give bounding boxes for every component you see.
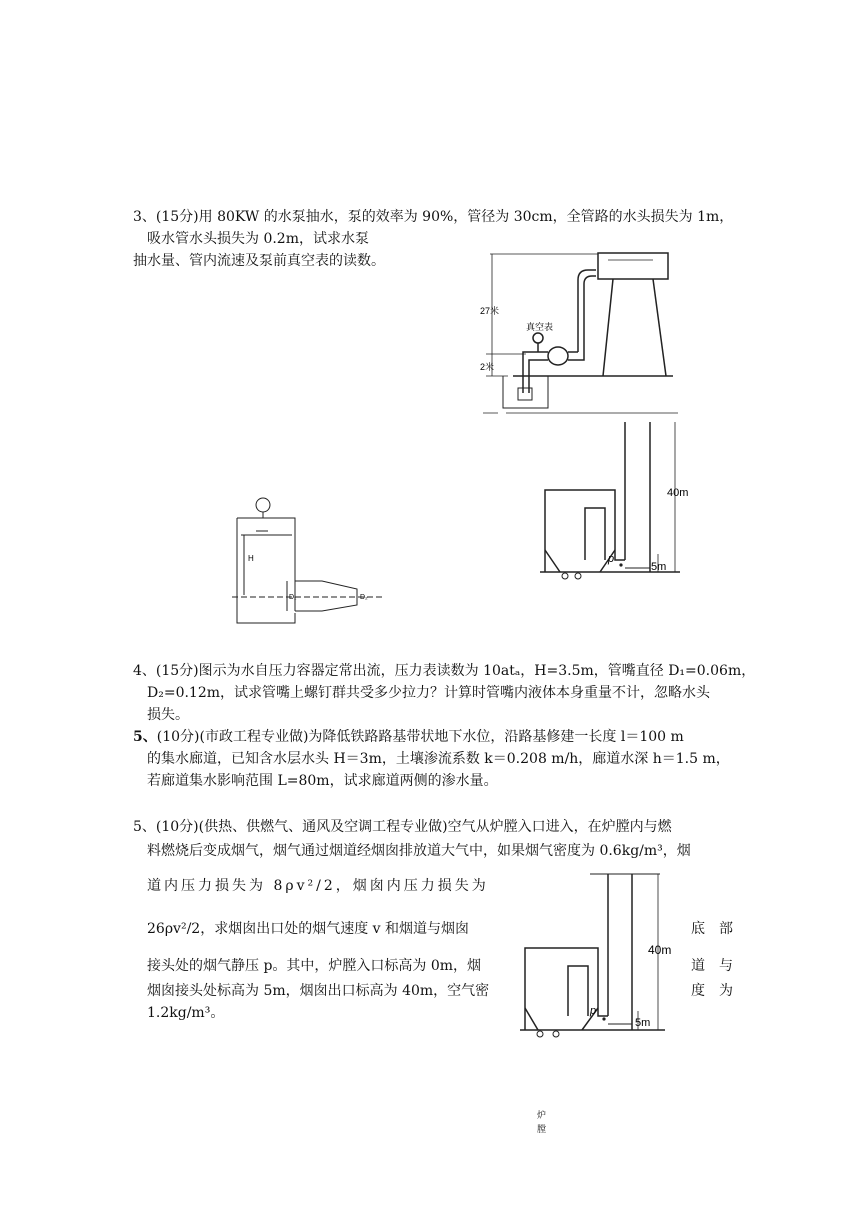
q3-line2: 吸水管水头损失为 0.2m，试求水泵 <box>147 231 369 247</box>
container-D1-label: D₁ <box>289 594 297 601</box>
chimney-bottom-base-label: 5m <box>635 1017 651 1029</box>
q5b-line3: 道内压力损失为 8ρv²/2，烟囱内压力损失为 <box>147 878 489 894</box>
q5a-line1-text: (10分)(市政工程专业做)为降低铁路路基带状地下水位，沿路基修建一长度 l＝100 m <box>156 729 684 745</box>
q5b-right1: 底 部 <box>691 921 733 937</box>
chimney-base-label: 5m <box>651 561 667 573</box>
q4-line1: 4、(15分)图示为水自压力容器定常出流，压力表读数为 10atₐ，H=3.5m，管嘴直径 D₁=0.06m， <box>133 663 756 679</box>
pressure-container-figure <box>232 493 382 633</box>
q5b-right2: 道 与 <box>691 958 733 974</box>
container-D2-label: D₂ <box>360 594 368 601</box>
footer-char1: 炉 <box>537 1111 547 1121</box>
q5b-line7: 1.2kg/m³。 <box>147 1005 225 1021</box>
vacuum-gauge-label: 真空表 <box>526 322 554 332</box>
q5b-line6: 烟囱接头处标高为 5m，烟囱出口标高为 40m，空气密 <box>147 983 490 999</box>
chimney-figure-bottom <box>520 868 680 1048</box>
q4-line3: 损失。 <box>147 707 189 723</box>
q5a-line1 <box>133 726 684 748</box>
chimney-figure-top <box>540 420 690 590</box>
suction-height-label: 2米 <box>480 362 495 372</box>
chimney-bottom-height-label: 40m <box>648 943 672 957</box>
chimney-bottom-p-label: p <box>590 1005 597 1017</box>
q5b-line1: 5、(10分)(供热、供燃气、通风及空调工程专业做)空气从炉膛入口进入，在炉膛内与燃 <box>133 819 672 835</box>
q5a-line2: 的集水廊道，已知含水层水头 H＝3m，土壤渗流系数 k＝0.208 m/h，廊道水深 h＝1.5 m， <box>147 751 730 767</box>
q5b-right3: 度 为 <box>691 983 733 999</box>
chimney-height-label: 40m <box>667 487 689 499</box>
container-H-label: H <box>248 554 254 563</box>
q5b-line2: 料燃烧后变成烟气，烟气通过烟道经烟囱排放道大气中，如果烟气密度为 0.6kg/m³，烟 <box>147 843 691 859</box>
pump-system-figure <box>478 248 678 423</box>
q5a-line3: 若廊道集水影响范围 L=80m，试求廊道两侧的渗水量。 <box>147 773 498 789</box>
q3-line1: 3、(15分)用 80KW 的水泵抽水，泵的效率为 90%，管径为 30cm，全管路的水头损失为 1m， <box>133 209 734 225</box>
pump-height-label: 27米 <box>480 306 500 316</box>
footer-char2: 膛 <box>537 1125 547 1135</box>
q5a-number: 5、 <box>133 729 157 745</box>
chimney-p-label: p <box>608 553 615 565</box>
q5b-line4: 26ρv²/2，求烟囱出口处的烟气速度 v 和烟道与烟囱 <box>147 921 469 937</box>
q3-line3: 抽水量、管内流速及泵前真空表的读数。 <box>133 253 385 269</box>
q4-line2: D₂=0.12m，试求管嘴上螺钉群共受多少拉力？计算时管嘴内液体本身重量不计，忽略水头 <box>147 685 711 701</box>
q5b-line5: 接头处的烟气静压 p。其中，炉膛入口标高为 0m，烟 <box>147 958 482 974</box>
